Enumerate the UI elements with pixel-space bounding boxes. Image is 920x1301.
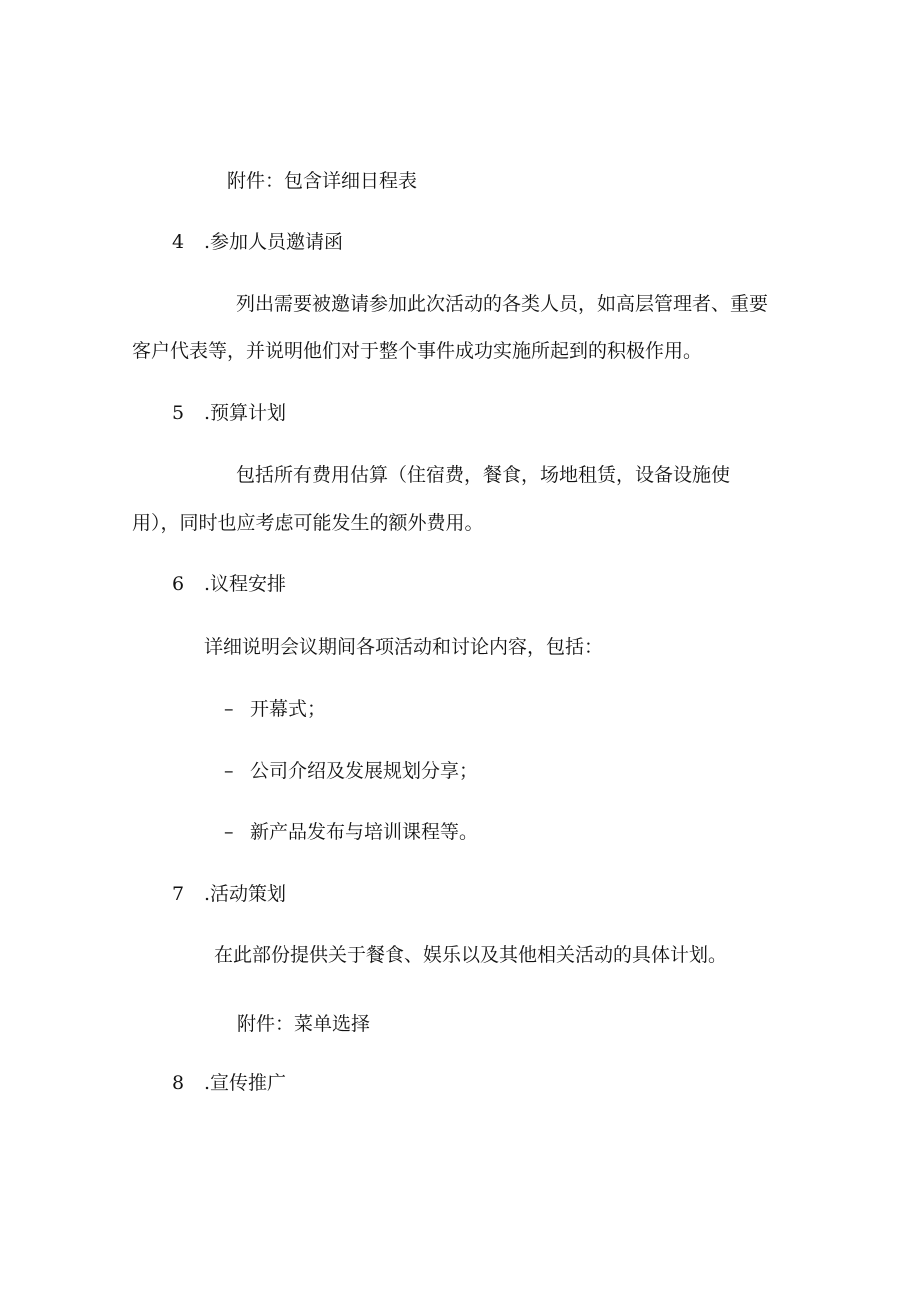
section-4-paragraph-line-1: 列出需要被邀请参加此次活动的各类人员，如高层管理者、重要 bbox=[236, 293, 769, 315]
section-5-paragraph-line-1: 包括所有费用估算（住宿费，餐食，场地租赁，设备设施使 bbox=[236, 464, 731, 486]
section-7-heading bbox=[172, 885, 286, 904]
section-7-paragraph: 在此部份提供关于餐食、娱乐以及其他相关活动的具体计划。 bbox=[214, 944, 728, 966]
list-item bbox=[224, 823, 478, 842]
section-6-number: 6 bbox=[172, 573, 185, 595]
list-item bbox=[224, 762, 478, 781]
list-item bbox=[224, 700, 326, 719]
section-6-title: .议程安排 bbox=[204, 573, 287, 595]
bullet-dash: – bbox=[224, 698, 234, 720]
list-item-text: 开幕式； bbox=[250, 698, 327, 720]
section-6-heading bbox=[172, 575, 286, 594]
section-5-title: .预算计划 bbox=[204, 402, 287, 424]
section-4-heading bbox=[172, 233, 343, 252]
section-8-number: 8 bbox=[172, 1072, 185, 1094]
section-4-number: 4 bbox=[172, 231, 185, 253]
section-8-title: .宣传推广 bbox=[204, 1072, 287, 1094]
bullet-dash: – bbox=[224, 821, 234, 843]
section-6-intro: 详细说明会议期间各项活动和讨论内容，包括： bbox=[204, 636, 604, 658]
section-7-number: 7 bbox=[172, 883, 185, 905]
section-7-title: .活动策划 bbox=[204, 883, 287, 905]
section-5-heading bbox=[172, 404, 286, 423]
bullet-dash: – bbox=[224, 760, 234, 782]
section-5-paragraph-line-2: 用），同时也应考虑可能发生的额外费用。 bbox=[132, 512, 484, 534]
section-4-title: .参加人员邀请函 bbox=[204, 231, 344, 253]
section-8-heading bbox=[172, 1074, 286, 1093]
list-item-text: 新产品发布与培训课程等。 bbox=[250, 821, 479, 843]
list-item-text: 公司介绍及发展规划分享； bbox=[250, 760, 479, 782]
section-5-number: 5 bbox=[172, 402, 185, 424]
section-4-paragraph-line-2: 客户代表等，并说明他们对于整个事件成功实施所起到的积极作用。 bbox=[132, 340, 703, 362]
attachment-menu-note: 附件：菜单选择 bbox=[237, 1013, 371, 1035]
attachment-schedule-note: 附件：包含详细日程表 bbox=[227, 170, 418, 192]
